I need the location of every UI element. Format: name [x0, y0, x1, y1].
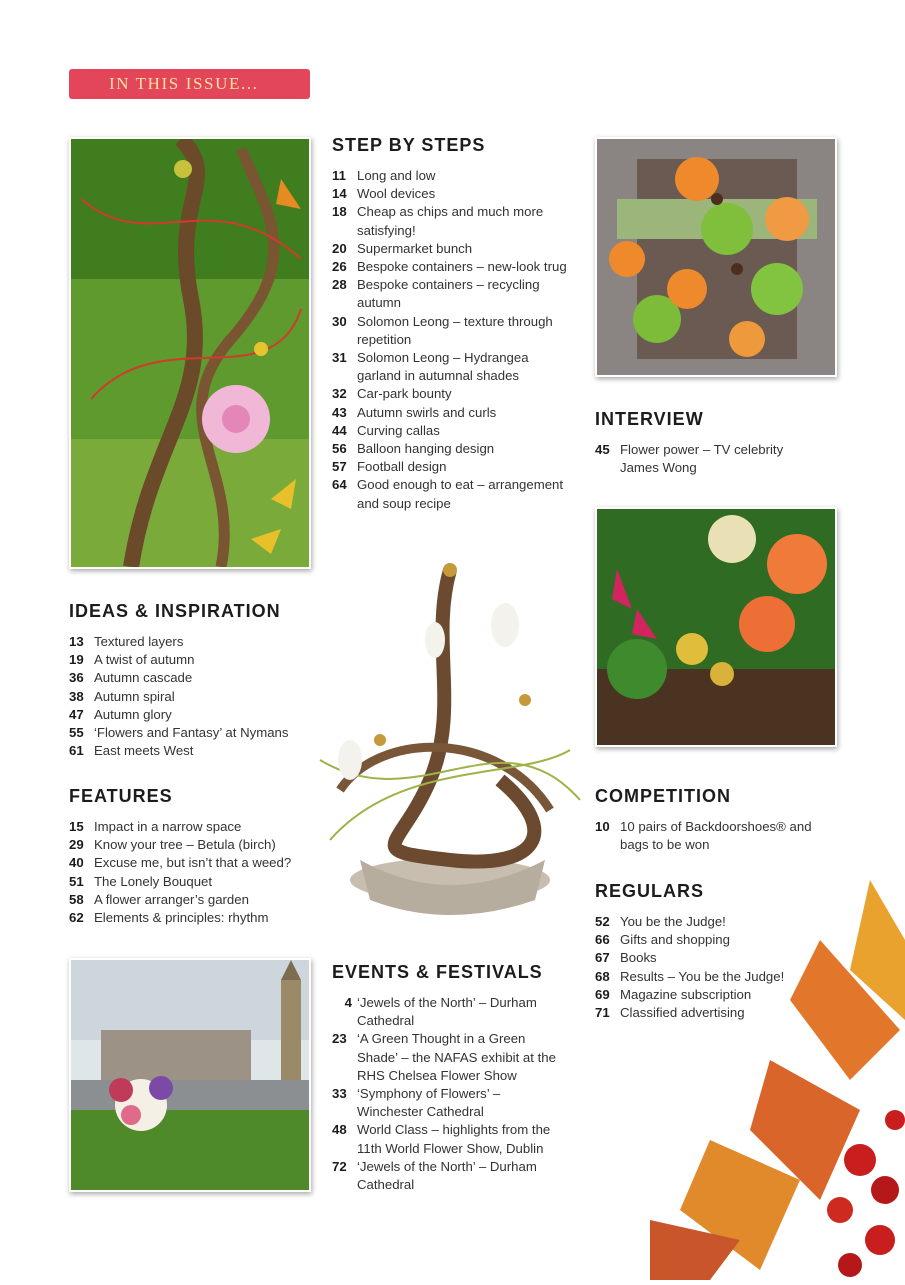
list-item — [69, 651, 309, 669]
list-item — [69, 854, 309, 872]
page-number: 71 — [595, 1005, 610, 1021]
list-item — [595, 1004, 825, 1022]
page-number: 19 — [69, 652, 84, 668]
list-item — [332, 1158, 562, 1194]
page-number: 38 — [69, 688, 84, 704]
list-item — [332, 1030, 562, 1085]
page-number: 61 — [69, 743, 84, 759]
section-title: FEATURES — [69, 786, 173, 806]
item-title: Autumn glory — [94, 706, 172, 722]
list-item — [595, 986, 825, 1004]
item-title: Textured layers — [94, 634, 184, 649]
list-item — [595, 968, 825, 986]
page-number: 15 — [69, 819, 84, 834]
page-number: 40 — [69, 855, 84, 871]
item-title: World Class – highlights from the 11th World Flower Show, Dublin — [357, 1122, 551, 1156]
section-ideas-inspiration — [69, 601, 309, 760]
page-number: 68 — [595, 968, 610, 984]
photo-calla-arrangement — [300, 560, 590, 940]
page-number: 51 — [69, 873, 84, 889]
list-item — [595, 949, 825, 967]
page-number: 55 — [69, 725, 84, 741]
list-item — [332, 422, 572, 440]
item-title: Results – You be the Judge! — [620, 968, 785, 984]
photo-roses-fuchsia — [595, 507, 837, 747]
list-item — [595, 913, 825, 931]
page-number: 64 — [332, 477, 347, 493]
page-number: 48 — [332, 1122, 347, 1138]
item-title: Books — [620, 950, 657, 966]
item-title: Magazine subscription — [620, 986, 752, 1002]
list-item — [332, 167, 572, 185]
page-number: 66 — [595, 932, 610, 948]
section-regulars — [595, 881, 825, 1022]
page-number: 28 — [332, 277, 347, 293]
photo-nerine-arrangement — [69, 137, 311, 569]
list-item — [332, 994, 562, 1030]
list-item — [332, 203, 572, 239]
section-title: EVENTS & FESTIVALS — [332, 962, 543, 982]
list-item — [332, 276, 572, 312]
list-item — [69, 836, 309, 854]
list-item — [69, 891, 309, 909]
list-item — [332, 313, 572, 349]
page-number: 13 — [69, 634, 84, 649]
item-title: Solomon Leong – texture through repetition — [357, 313, 553, 347]
page-number: 58 — [69, 891, 84, 907]
list-item — [69, 873, 309, 891]
item-title: ‘Flowers and Fantasy’ at Nymans — [94, 725, 289, 741]
item-title: ‘A Green Thought in a Green Shade’ – the NAFAS exhibit at the RHS Chelsea Flower Show — [357, 1031, 556, 1083]
list-item — [332, 458, 572, 476]
page-number: 45 — [595, 442, 610, 457]
page-number: 44 — [332, 422, 347, 438]
list-item — [69, 724, 309, 742]
page-number: 29 — [69, 837, 84, 853]
item-title: Know your tree – Betula (birch) — [94, 837, 276, 853]
section-events-festivals — [332, 962, 562, 1194]
page-number: 30 — [332, 313, 347, 329]
item-title: Flower power – TV celebrity James Wong — [620, 442, 784, 476]
list-item — [69, 818, 309, 836]
list-item — [69, 742, 309, 760]
item-title: Balloon hanging design — [357, 441, 495, 457]
list-item — [332, 1121, 562, 1157]
item-title: Curving callas — [357, 422, 440, 438]
item-title: Bespoke containers – recycling autumn — [357, 277, 540, 311]
page-number: 52 — [595, 914, 610, 929]
section-title: STEP BY STEPS — [332, 135, 486, 155]
item-title: Supermarket bunch — [357, 240, 473, 256]
page-number: 18 — [332, 204, 347, 220]
item-title: Football design — [357, 459, 447, 475]
item-title: East meets West — [94, 743, 194, 759]
page-number: 4 — [344, 995, 352, 1010]
item-title: Excuse me, but isn’t that a weed? — [94, 855, 292, 871]
page-number: 23 — [332, 1031, 347, 1047]
item-title: A flower arranger’s garden — [94, 891, 249, 907]
item-title: Car-park bounty — [357, 386, 452, 402]
section-title: IDEAS & INSPIRATION — [69, 601, 281, 621]
page-number: 14 — [332, 186, 347, 202]
page-number: 31 — [332, 350, 347, 366]
item-title: A twist of autumn — [94, 652, 195, 668]
list-item — [69, 669, 309, 687]
page-number: 36 — [69, 670, 84, 686]
list-item — [595, 931, 825, 949]
section-competition — [595, 786, 825, 854]
page-number: 69 — [595, 986, 610, 1002]
issue-banner: IN THIS ISSUE... — [69, 69, 310, 99]
page-number: 62 — [69, 910, 84, 926]
page-number: 43 — [332, 404, 347, 420]
item-title: Autumn swirls and curls — [357, 404, 497, 420]
section-interview — [595, 409, 820, 477]
item-title: Bespoke containers – new-look trug — [357, 259, 567, 275]
list-item — [332, 258, 572, 276]
item-title: 10 pairs of Backdoorshoes® and bags to be won — [620, 819, 812, 853]
page-number: 72 — [332, 1158, 347, 1174]
page-number: 33 — [332, 1086, 347, 1102]
photo-westminster-bouquet — [69, 958, 311, 1192]
item-title: Classified advertising — [620, 1005, 745, 1021]
page-number: 57 — [332, 459, 347, 475]
list-item — [69, 909, 309, 927]
section-step-by-steps — [332, 135, 572, 513]
page-number: 67 — [595, 950, 610, 966]
list-item — [595, 818, 825, 854]
item-title: Cheap as chips and much more satisfying! — [357, 204, 544, 238]
page-number: 10 — [595, 819, 610, 834]
item-title: The Lonely Bouquet — [94, 873, 213, 889]
item-title: Solomon Leong – Hydrangea garland in autumnal shades — [357, 350, 529, 384]
list-item — [332, 404, 572, 422]
section-title: REGULARS — [595, 881, 705, 901]
item-title: Gifts and shopping — [620, 932, 730, 948]
page-number: 47 — [69, 706, 84, 722]
item-title: ‘Jewels of the North’ – Durham Cathedral — [357, 995, 537, 1029]
list-item — [595, 441, 820, 477]
page-number: 56 — [332, 441, 347, 457]
item-title: Wool devices — [357, 186, 436, 202]
item-title: Autumn cascade — [94, 670, 193, 686]
section-features — [69, 786, 309, 927]
item-title: Elements & principles: rhythm — [94, 910, 269, 926]
list-item — [332, 185, 572, 203]
list-item — [332, 349, 572, 385]
page-number: 11 — [332, 168, 346, 183]
page-number: 20 — [332, 240, 347, 256]
item-title: Good enough to eat – arrangement and soup recipe — [357, 477, 564, 511]
item-title: Long and low — [357, 168, 436, 183]
section-title: INTERVIEW — [595, 409, 704, 429]
list-item — [69, 633, 309, 651]
item-title: ‘Jewels of the North’ – Durham Cathedral — [357, 1158, 537, 1193]
list-item — [69, 688, 309, 706]
list-item — [332, 476, 572, 512]
list-item — [332, 440, 572, 458]
list-item — [332, 385, 572, 403]
list-item — [332, 240, 572, 258]
list-item — [69, 706, 309, 724]
item-title: You be the Judge! — [620, 914, 726, 929]
list-item — [332, 1085, 562, 1121]
page-number: 32 — [332, 386, 347, 402]
page-number: 26 — [332, 259, 347, 275]
photo-chrysanthemum-grid — [595, 137, 837, 377]
item-title: ‘Symphony of Flowers’ – Winchester Cathedral — [357, 1086, 501, 1120]
item-title: Impact in a narrow space — [94, 819, 242, 834]
item-title: Autumn spiral — [94, 688, 175, 704]
section-title: COMPETITION — [595, 786, 731, 806]
